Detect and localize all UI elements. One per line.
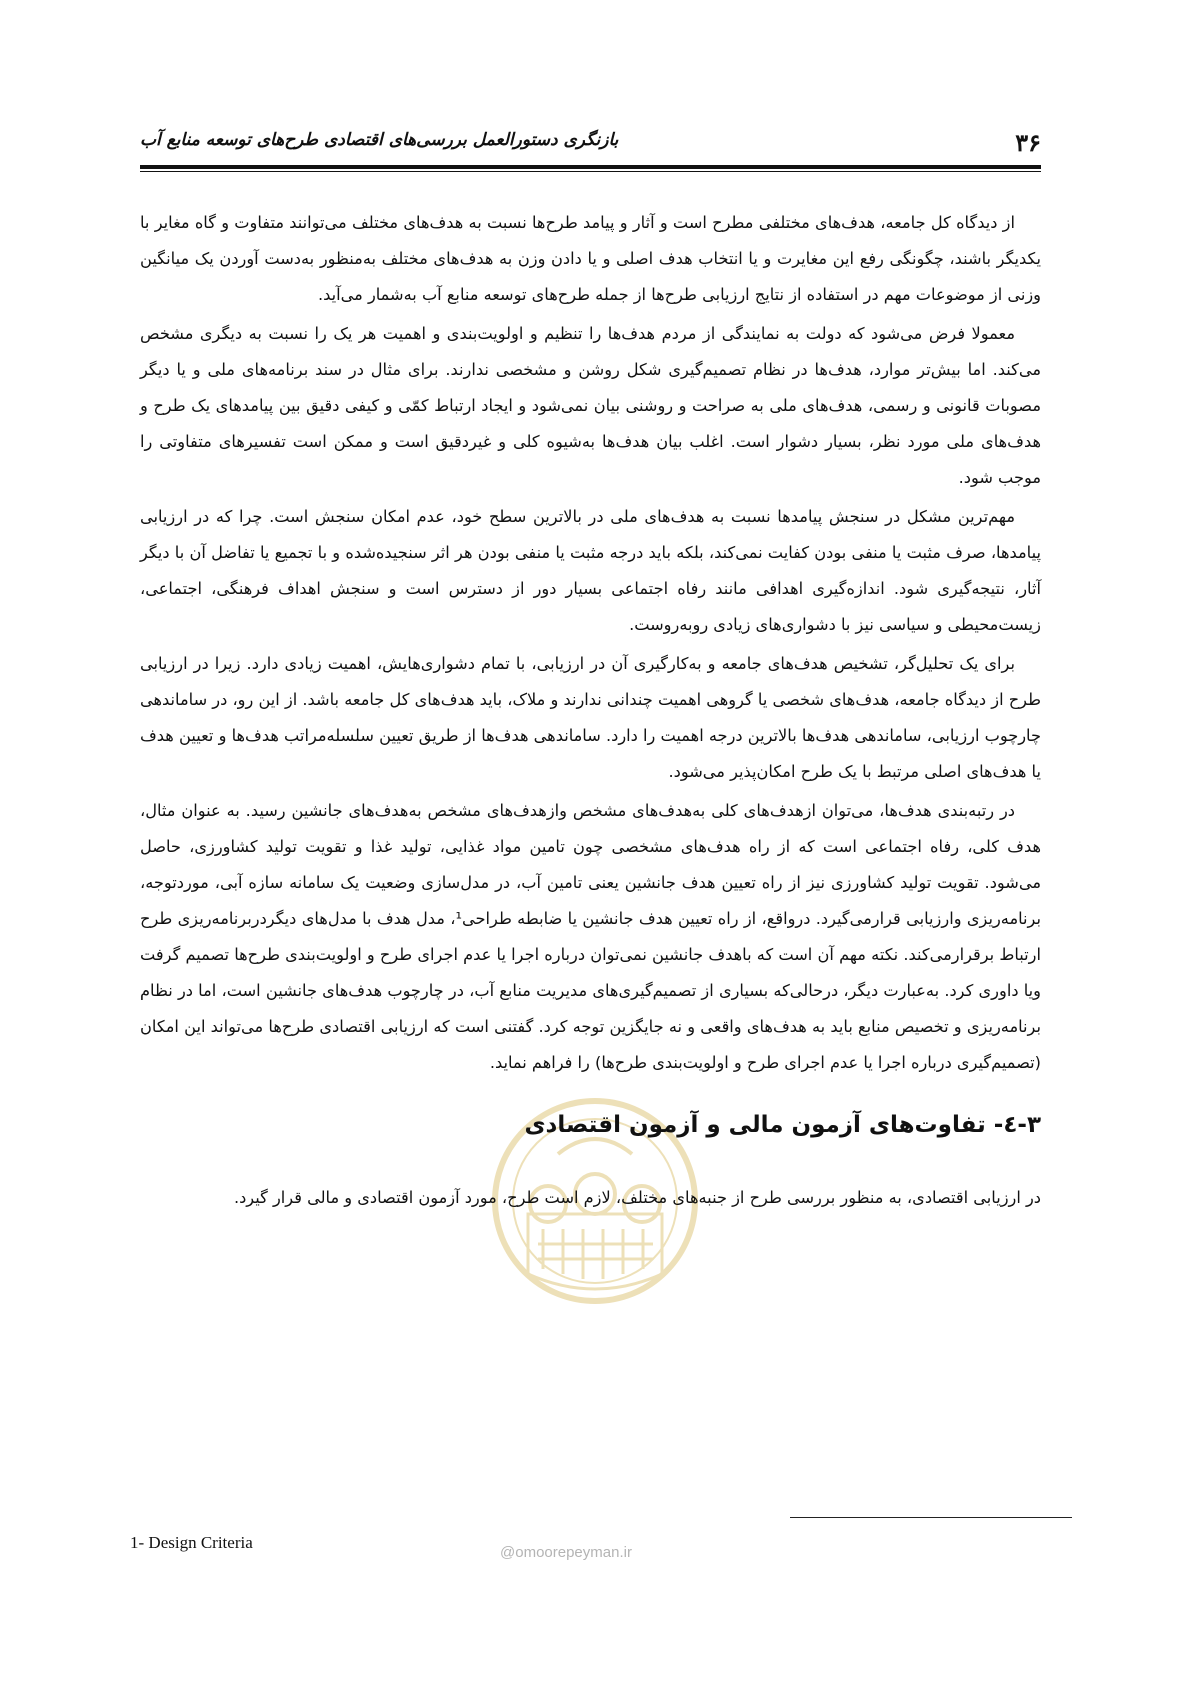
section-heading: ۳-٤- تفاوت‌های آزمون مالی و آزمون اقتصادی xyxy=(524,1112,1041,1138)
paragraph: از دیدگاه کل جامعه، هدف‌های مختلفی مطرح است و آثار و پیامد طرح‌ها نسبت به هدف‌های مختلف می‌توانند متفاوت و گاه مغایر با یکدیگر باشند، چگونگی رفع این مغایرت و یا انتخاب هدف اصلی و یا دادن وزن به هدف‌های مختلف به‌منظور به‌دست آوردن یک میانگین وزنی از موضوعات مهم در استفاده از نتایج ارزیابی طرح‌ها از جمله طرح‌های توسعه منابع آب به‌شمار می‌آید. xyxy=(140,213,1041,304)
paragraph: در رتبه‌بندی هدف‌ها، می‌توان ازهدف‌های کلی به‌هدف‌های مشخص وازهدف‌های مشخص به‌هدف‌های جانشین رسید. به عنوان مثال، هدف کلی، رفاه اجتماعی است که از راه هدف‌های مشخصی چون تامین مواد غذایی، تولید غذا و تقویت تولید کشاورزی، حاصل می‌شود. تقویت تولید کشاورزی نیز از راه تعیین هدف جانشین یعنی تامین آب، در مدل‌سازی وضعیت یک سامانه سازه آبی، موردتوجه، برنامه‌ریزی وارزیابی قرارمی‌گیرد. درواقع، از راه تعیین هدف جانشین یا ضابطه طراحی¹، مدل هدف با مدل‌های دیگردربرنامه‌ریزی طرح ارتباط برقرارمی‌کند. نکته مهم آن است که باهدف جانشین نمی‌توان درباره اجرا یا عدم اجرای طرح و اولویت‌بندی طرح‌ها تصمیم گرفت ویا داوری کرد. به‌عبارت دیگر، درحالی‌که بسیاری از تصمیم‌گیری‌های مدیریت منابع آب، در چارچوب هدف‌های جانشین است، اما در نظام برنامه‌ریزی و تخصیص منابع باید به هدف‌های واقعی و نه جایگزین توجه کرد. گفتنی است که ارزیابی اقتصادی طرح‌ها می‌تواند این امکان (تصمیم‌گیری درباره اجرا یا عدم اجرای طرح و اولویت‌بندی طرح‌ها) را فراهم نماید. xyxy=(140,801,1041,1072)
paragraph: مهم‌ترین مشکل در سنجش پیامدها نسبت به هدف‌های ملی در بالاترین سطح خود، عدم امکان سنجش است. چرا که در ارزیابی پیامدها، صرف مثبت یا منفی بودن کفایت نمی‌کند، بلکه باید درجه مثبت یا منفی بودن هر اثر سنجیده‌شده و با تجمیع یا تفاضل آن با دیگر آثار، نتیجه‌گیری شود. اندازه‌گیری اهدافی مانند رفاه اجتماعی بسیار دور از دسترس است و سنجش اهداف فرهنگی، اجتماعی، زیست‌محیطی و سیاسی نیز با دشواری‌های زیادی روبه‌روست. xyxy=(140,507,1041,634)
footnote: 1- Design Criteria xyxy=(130,1533,253,1552)
paragraph: معمولا فرض می‌شود که دولت به نمایندگی از مردم هدف‌ها را تنظیم و اولویت‌بندی و اهمیت هر یک را نسبت به دیگری مشخص می‌کند. اما بیش‌تر موارد، هدف‌ها در نظام تصمیم‌گیری شکل روشن و مشخصی ندارند. برای مثال در سند برنامه‌های ملی و یا دیگر مصوبات قانونی و رسمی، هدف‌های ملی به صراحت و روشنی بیان نمی‌شود و ایجاد ارتباط کمّی و کیفی دقیق بین پیامدهای یک طرح و هدف‌های ملی مورد نظر، بسیار دشوار است. اغلب بیان هدف‌ها به‌شیوه کلی و غیردقیق است و ممکن است تفسیرهای متفاوتی را موجب شود. xyxy=(140,324,1041,487)
page-number: ۳۶ xyxy=(1015,128,1041,157)
section-paragraph: در ارزیابی اقتصادی، به منظور بررسی طرح از جنبه‌های مختلف، لازم است طرح، مورد آزمون اقتصادی و مالی قرار گیرد. xyxy=(233,1188,1041,1207)
body-text xyxy=(140,205,1041,1084)
page-header xyxy=(140,120,1041,164)
watermark-site: @omoorepeyman.ir xyxy=(500,1544,632,1561)
paragraph: برای یک تحلیل‌گر، تشخیص هدف‌های جامعه و به‌کارگیری آن در ارزیابی، با تمام دشواری‌هایش، اهمیت زیادی دارد. زیرا در ارزیابی طرح از دیدگاه جامعه، هدف‌های شخصی یا گروهی اهمیت چندانی ندارند و ملاک، باید هدف‌های کل جامعه باشد. از این رو، در ساماندهی چارچوب ارزیابی، ساماندهی هدف‌ها بالاترین درجه اهمیت را دارد. ساماندهی هدف‌ها از طریق تعیین سلسله‌مراتب هدف‌ها و تعیین هدف یا هدف‌های اصلی مرتبط با یک طرح امکان‌پذیر می‌شود. xyxy=(140,654,1041,781)
running-title: بازنگری دستورالعمل بررسی‌های اقتصادی طرح‌های توسعه منابع آب xyxy=(140,130,619,150)
header-rule xyxy=(140,165,1041,169)
header-rule-thin xyxy=(140,171,1041,172)
footnote-rule xyxy=(790,1517,1072,1518)
